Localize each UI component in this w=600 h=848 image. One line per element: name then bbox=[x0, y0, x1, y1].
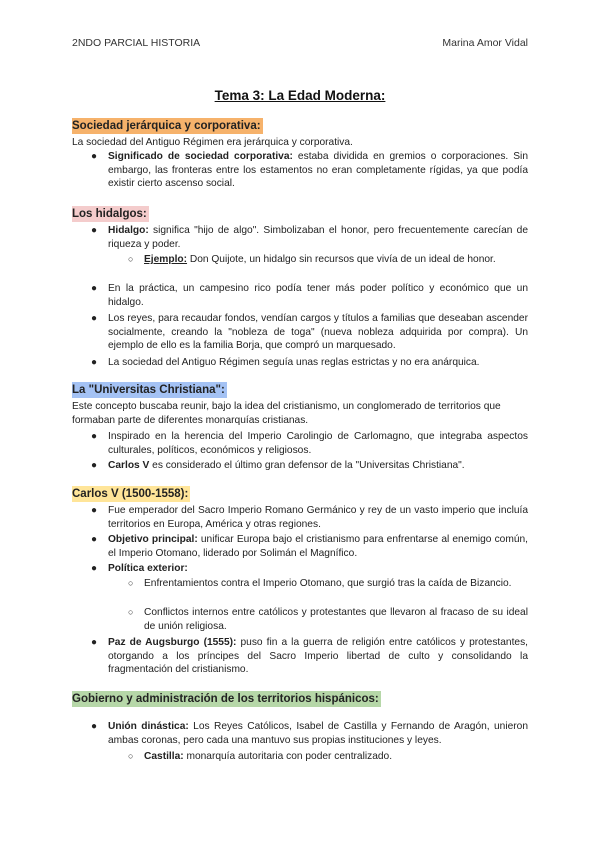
bullet-icon: ● bbox=[91, 313, 98, 324]
section-heading-hidalgos: Los hidalgos: bbox=[72, 208, 147, 220]
bullet-icon: ● bbox=[91, 283, 98, 294]
list-item bbox=[108, 636, 528, 677]
bullet-icon: ● bbox=[91, 534, 98, 545]
list-item: Enfrentamientos contra el Imperio Otomano, que surgió tras la caída de Bizancio. bbox=[144, 578, 512, 589]
list-item bbox=[144, 750, 528, 764]
term: Unión dinástica: bbox=[108, 721, 189, 732]
list-item: Fue emperador del Sacro Imperio Romano Germánico y rey de un vasto imperio que incluía territorios en Europa, América y otras regiones. bbox=[108, 505, 528, 530]
term: Ejemplo: bbox=[144, 254, 188, 265]
term: Significado de sociedad corporativa: bbox=[108, 151, 293, 162]
list-item: La sociedad del Antiguo Régimen seguía unas reglas estrictas y no era anárquica. bbox=[108, 357, 480, 368]
bullet-icon: ● bbox=[91, 721, 98, 732]
list-item: Conflictos internos entre católicos y protestantes que llevaron al fracaso de su ideal de unión religiosa. bbox=[144, 607, 528, 632]
bullet-icon: ● bbox=[91, 431, 98, 442]
term: Paz de Augsburgo (1555): bbox=[108, 637, 237, 648]
list-item-text: es considerado el último gran defensor de la "Universitas Christiana". bbox=[149, 460, 465, 471]
list-item-text: puso fin a la guerra de religión entre católicos y protestantes, otorgando a los príncipes del Sacro Imperio libertad de culto y consolidando la fragmentación del cristianismo. bbox=[108, 637, 528, 676]
list-item bbox=[108, 562, 528, 576]
bullet-icon: ● bbox=[91, 563, 98, 574]
hollow-bullet-icon: ○ bbox=[128, 607, 134, 617]
term: Objetivo principal: bbox=[108, 534, 198, 545]
hollow-bullet-icon: ○ bbox=[128, 578, 134, 588]
bullet-icon: ● bbox=[91, 225, 98, 236]
section-heading-carlos-v: Carlos V (1500-1558): bbox=[72, 488, 189, 500]
section-heading-sociedad: Sociedad jerárquica y corporativa: bbox=[72, 120, 261, 132]
list-item-text: Los Reyes Católicos, Isabel de Castilla y Fernando de Aragón, unieron ambas coronas, pero cada una mantuvo sus propias instituciones y leyes. bbox=[108, 721, 528, 746]
bullet-icon: ● bbox=[91, 357, 98, 368]
list-item-text: significa "hijo de algo". Simbolizaban el honor, pero frecuentemente carecían de riqueza y poder. bbox=[108, 225, 528, 250]
header-subject: 2NDO PARCIAL HISTORIA bbox=[72, 37, 201, 49]
term: Hidalgo: bbox=[108, 225, 149, 236]
section-heading-universitas: La "Universitas Christiana": bbox=[72, 384, 225, 396]
list-item: Los reyes, para recaudar fondos, vendían cargos y títulos a familias que deseaban ascender socialmente, creando la "nobleza de toga" (nueva nobleza adquirida por compra). Un ejemplo de ello es la familia Borja, que compró un marquesado. bbox=[108, 313, 528, 352]
list-item bbox=[108, 224, 528, 251]
paragraph: La sociedad del Antiguo Régimen era jerárquica y corporativa. bbox=[72, 137, 353, 148]
list-item bbox=[108, 459, 528, 473]
header-author: Marina Amor Vidal bbox=[442, 37, 528, 49]
page-title: Tema 3: La Edad Moderna: bbox=[214, 88, 386, 103]
hollow-bullet-icon: ○ bbox=[128, 254, 134, 264]
list-item: En la práctica, un campesino rico podía tener más poder político y económico que un hidalgo. bbox=[108, 283, 528, 308]
term: Castilla: bbox=[144, 751, 184, 762]
term: Carlos V bbox=[108, 460, 150, 471]
list-item-text: monarquía autoritaria con poder centralizado. bbox=[183, 751, 393, 762]
list-item bbox=[108, 533, 528, 560]
list-item: Inspirado en la herencia del Imperio Carolingio de Carlomagno, que integraba aspectos culturales, políticos, económicos y religiosos. bbox=[108, 431, 528, 456]
list-item-text: unificar Europa bajo el cristianismo para enfrentarse al enemigo común, el Imperio Otomano, liderado por Solimán el Magnífico. bbox=[108, 534, 528, 559]
list-item-text: Don Quijote, un hidalgo sin recursos que vivía de un ideal de honor. bbox=[187, 254, 496, 265]
list-item bbox=[144, 253, 528, 267]
paragraph: Este concepto buscaba reunir, bajo la idea del cristianismo, un conglomerado de territorios que formaban parte de diferentes monarquías cristianas. bbox=[72, 401, 501, 426]
list-item-text: estaba dividida en gremios o corporaciones. Sin embargo, las fronteras entre los estamentos no eran completamente rígidas, ya que podía existir cierto ascenso social. bbox=[108, 151, 528, 190]
bullet-icon: ● bbox=[91, 151, 98, 162]
list-item bbox=[108, 720, 528, 747]
section-heading-gobierno: Gobierno y administración de los territorios hispánicos: bbox=[72, 693, 379, 705]
hollow-bullet-icon: ○ bbox=[128, 751, 134, 761]
term: Política exterior: bbox=[108, 563, 188, 574]
bullet-icon: ● bbox=[91, 505, 98, 516]
bullet-icon: ● bbox=[91, 460, 98, 471]
list-item bbox=[108, 150, 528, 191]
bullet-icon: ● bbox=[91, 637, 98, 648]
